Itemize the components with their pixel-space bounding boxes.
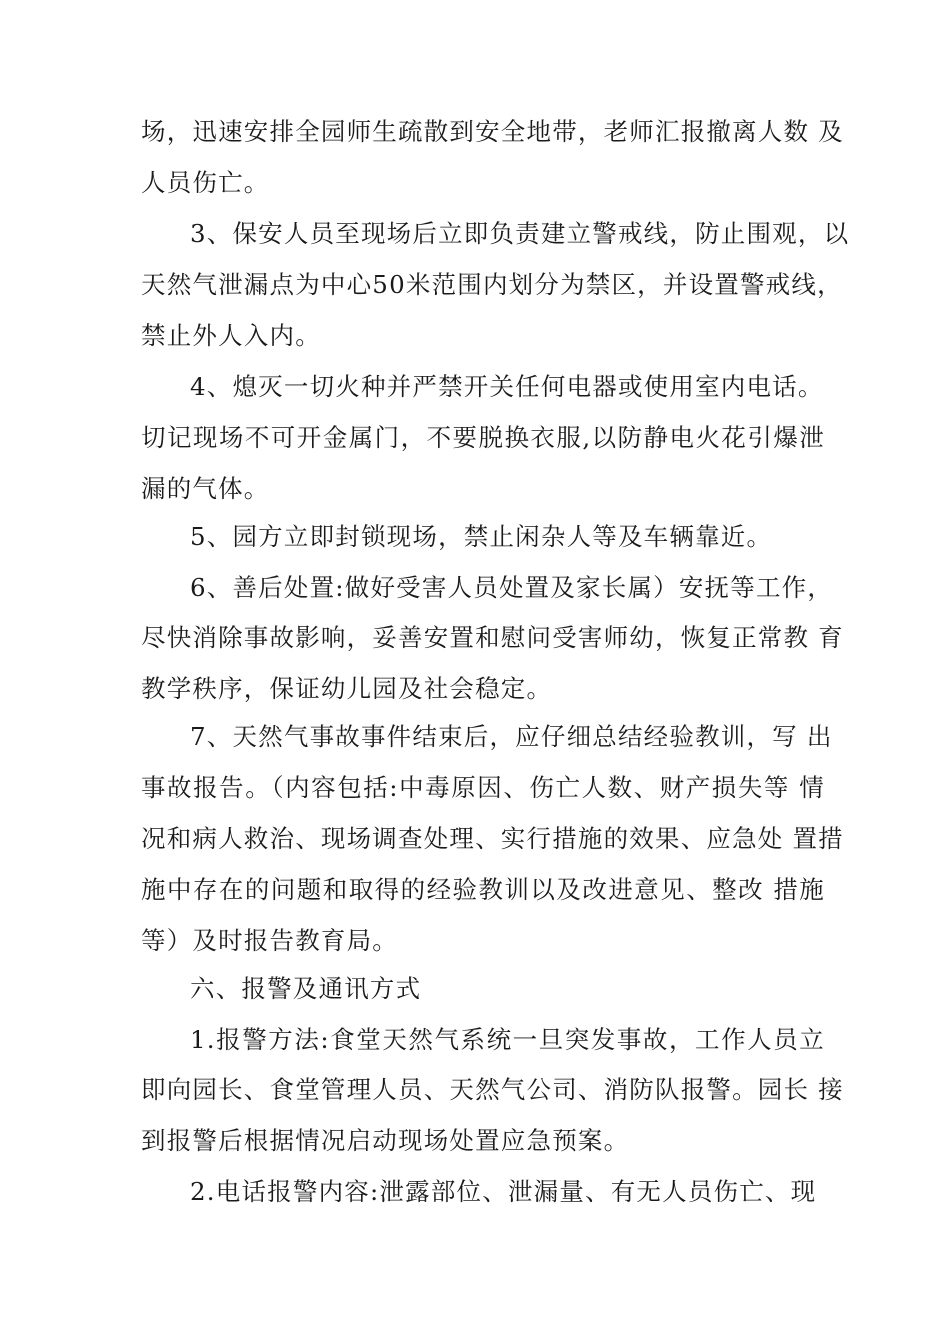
text-line: 到报警后根据情况启动现场处置应急预案。 (141, 1126, 630, 1155)
text-line: 等）及时报告教育局。 (141, 926, 398, 955)
text-line: 2.电话报警内容:泄露部位、泄漏量、有无人员伤亡、现 (190, 1177, 817, 1206)
text-line: 4、熄灭一切火种并严禁开关任何电器或使用室内电话。 (190, 372, 824, 401)
text-line: 6、善后处置:做好受害人员处置及家长属）安抚等工作， (190, 573, 834, 602)
text-line: 禁止外人入内。 (141, 321, 321, 350)
text-line: 1.报警方法:食堂天然气系统一旦突发事故，工作人员立 (190, 1025, 825, 1054)
text-line: 即向园长、食堂管理人员、天然气公司、消防队报警。园长 接 (141, 1075, 844, 1104)
text-line: 场，迅速安排全园师生疏散到安全地带，老师汇报撤离人数 及 (141, 117, 844, 146)
text-line: 人员伤亡。 (141, 168, 270, 197)
text-line: 3、保安人员至现场后立即负责建立警戒线，防止围观，以 (190, 219, 850, 248)
text-line: 尽快消除事故影响，妥善安置和慰问受害师幼，恢复正常教 育 (141, 623, 844, 652)
text-line: 施中存在的问题和取得的经验教训以及改进意见、整改 措施 (141, 875, 825, 904)
section-heading: 六、报警及通讯方式 (190, 974, 422, 1003)
text-line: 教学秩序，保证幼儿园及社会稳定。 (141, 674, 553, 703)
text-line: 切记现场不可开金属门，不要脱换衣服,以防静电火花引爆泄 (141, 423, 825, 452)
text-line: 况和病人救治、现场调查处理、实行措施的效果、应急处 置措 (141, 824, 844, 853)
text-line: 天然气泄漏点为中心50米范围内划分为禁区，并设置警戒线， (141, 270, 843, 299)
text-line: 事故报告。（内容包括:中毒原因、伤亡人数、财产损失等 情 (141, 773, 825, 802)
text-line: 5、园方立即封锁现场，禁止闲杂人等及车辆靠近。 (190, 522, 773, 551)
text-line: 7、天然气事故事件结束后，应仔细总结经验教训，写 出 (190, 722, 833, 751)
text-line: 漏的气体。 (141, 474, 270, 503)
